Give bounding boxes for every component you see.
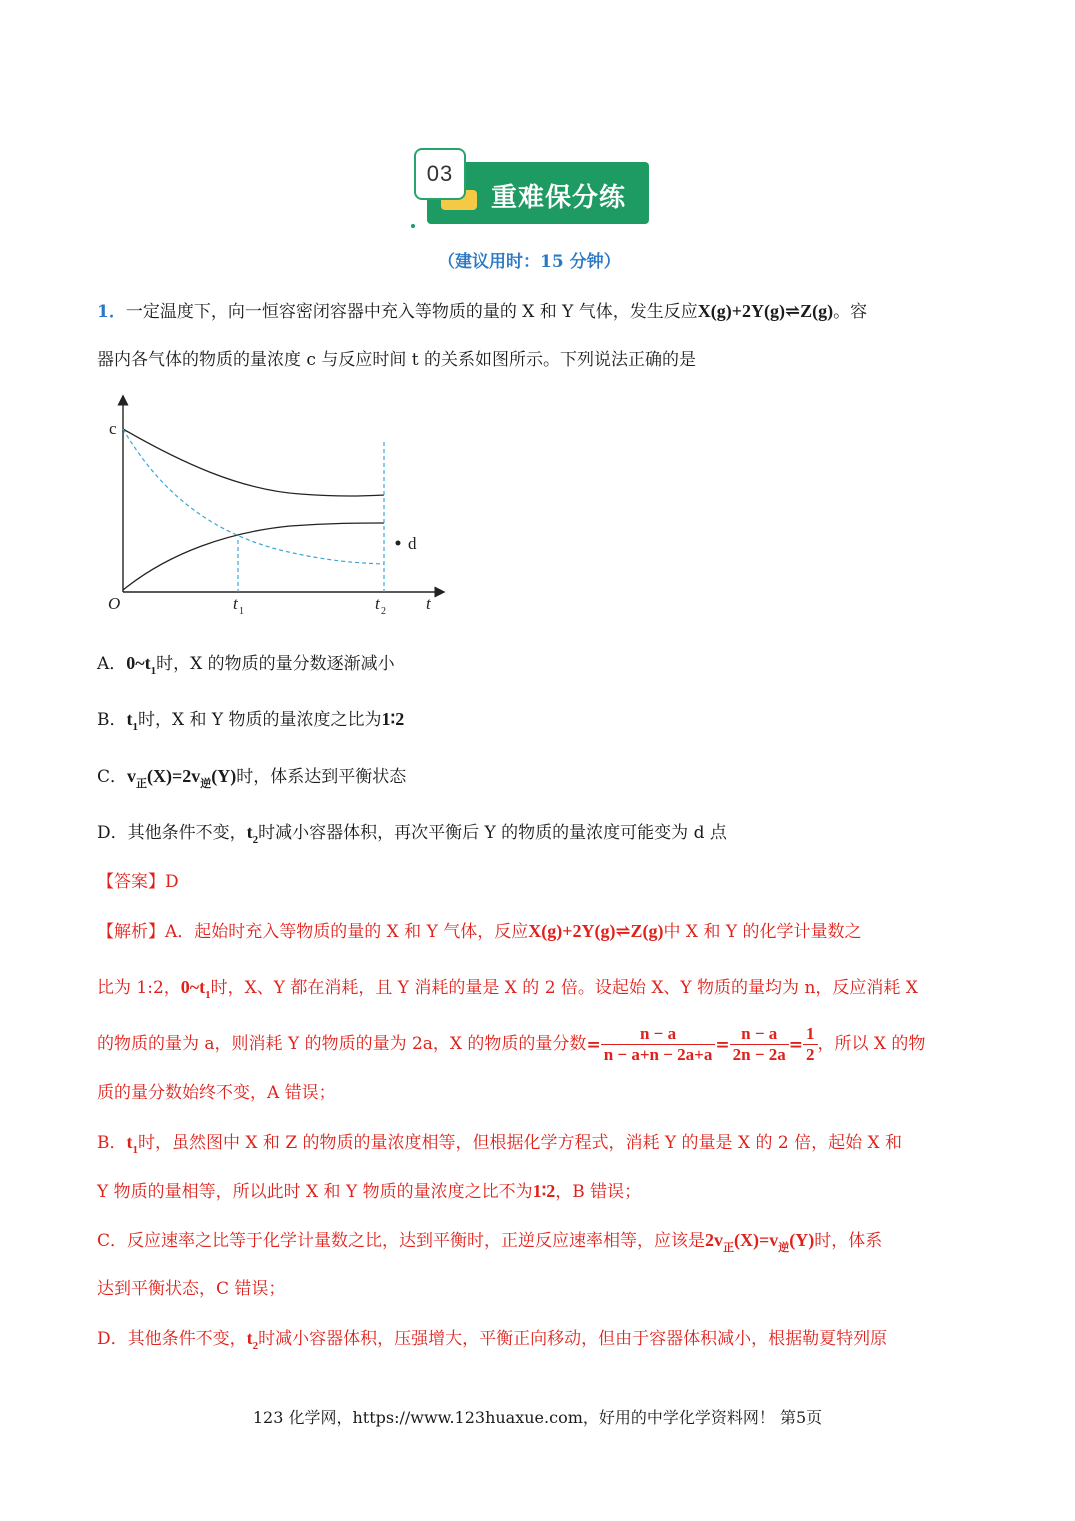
- fraction-3: [803, 1024, 818, 1065]
- option-b-text: 时，X 和 Y 物质的量浓度之比为: [138, 710, 382, 730]
- t1-label: t: [233, 594, 238, 613]
- fraction-2-num: n − a: [730, 1024, 789, 1045]
- analysis-text: ，B 错误；: [555, 1182, 642, 1202]
- analysis-text: A．起始时充入等物质的量的 X 和 Y 气体，反应: [165, 922, 529, 942]
- stem-text: 一定温度下，向一恒容密闭容器中充入等物质的量的 X 和 Y 气体，发生反应: [125, 302, 698, 322]
- solid-curve-upper: [123, 429, 384, 496]
- question-stem-line2: 器内各气体的物质的量浓度 c 与反应时间 t 的关系如图所示。下列说法正确的是: [97, 350, 696, 370]
- analysis-text: 中 X 和 Y 的化学计量数之: [663, 922, 862, 942]
- stem-text-end: 。容: [833, 302, 868, 322]
- x-axis-label: t: [426, 594, 431, 613]
- analysis-d-line1: [97, 1326, 887, 1353]
- section-title: 重难保分练: [491, 183, 627, 213]
- analysis-math: t: [126, 1132, 133, 1152]
- point-d-label: d: [408, 534, 417, 553]
- option-b-ratio: 1∶2: [381, 709, 405, 729]
- analysis-a-line3: 的物质的量为 a，则消耗 Y 的物质的量为 2a，X 的物质的量分数= $\frac{n - a}{n - a+n - 2a+a}$ = $\frac{n - a}{2n - 2a}$ = $\frac{1}{2}$ ，所以 X 的物: [97, 1024, 926, 1064]
- reaction-equation: X(g)+2Y(g)⇌Z(g): [697, 301, 834, 321]
- option-b-letter: B．: [97, 710, 127, 730]
- option-a-math-sub: 1: [150, 665, 157, 677]
- page-footer: 123 化学网，https://www.123huaxue.com，好用的中学化学资料网！ 第5页: [252, 1408, 823, 1427]
- analysis-text: 的物质的量为 a，则消耗 Y 的物质的量为 2a，X 的物质的量分数: [97, 1034, 587, 1054]
- analysis-label: 【解析】: [97, 922, 165, 942]
- analysis-text: Y 物质的量相等，所以此时 X 和 Y 物质的量浓度之比不为: [97, 1182, 533, 1202]
- option-d-math: t: [246, 822, 253, 842]
- option-a: [97, 651, 395, 678]
- concentration-time-graph: [100, 392, 450, 622]
- question-stem-line1: [97, 299, 867, 324]
- analysis-math: 2v: [705, 1230, 724, 1250]
- option-d-letter: D．: [97, 823, 128, 843]
- option-d: [97, 820, 727, 847]
- fraction-2: [730, 1024, 789, 1065]
- analysis-math-sub: 正: [723, 1242, 735, 1254]
- analysis-text: ，所以 X 的物: [817, 1034, 926, 1054]
- fraction-3-num: 1: [803, 1024, 818, 1045]
- analysis-a-line2: [97, 975, 918, 1002]
- analysis-math-sub: 2: [252, 1340, 259, 1352]
- analysis-c-line1: [97, 1228, 882, 1255]
- point-d: [396, 541, 401, 546]
- y-axis-label: c: [109, 419, 117, 438]
- analysis-text: 时，体系: [814, 1231, 883, 1251]
- option-c-m2-sub: 逆: [200, 778, 212, 790]
- analysis-math-sub: 1: [205, 989, 211, 1001]
- time-hint: （建议用时：15 分钟）: [438, 252, 621, 272]
- analysis-a-line1: [97, 919, 861, 944]
- fraction-3-den: 2: [806, 1045, 815, 1064]
- option-a-letter: A．: [97, 654, 127, 674]
- option-b: [97, 707, 404, 734]
- t2-sub: 2: [381, 606, 386, 617]
- option-c: [97, 764, 406, 791]
- analysis-reaction: X(g)+2Y(g)⇌Z(g): [528, 921, 664, 941]
- answer-value: D: [165, 872, 179, 892]
- analysis-text: 时，X、Y 都在消耗，且 Y 消耗的量是 X 的 2 倍。设起始 X、Y 物质的量均为 n，反应消耗 X: [210, 978, 918, 998]
- banner-dot: [411, 224, 415, 228]
- option-c-m1-sub: 正: [136, 778, 148, 790]
- option-c-m3: (Y): [211, 766, 237, 786]
- answer: [97, 870, 179, 894]
- t2-label: t: [375, 594, 380, 613]
- question-number: 1．: [97, 302, 126, 322]
- option-b-math: t: [126, 709, 133, 729]
- answer-label: 【答案】: [97, 872, 165, 892]
- origin-label: O: [108, 594, 121, 613]
- analysis-math: (X)=v: [734, 1230, 779, 1250]
- fraction-1: [601, 1024, 716, 1065]
- fraction-1-den: n − a+n − 2a+a: [603, 1045, 713, 1064]
- analysis-text: D．其他条件不变，: [97, 1329, 247, 1349]
- analysis-text: 时减小容器体积，压强增大，平衡正向移动，但由于容器体积减小，根据勒夏特列原: [258, 1329, 888, 1349]
- fraction-2-den: 2n − 2a: [732, 1045, 786, 1064]
- analysis-math: (Y): [789, 1230, 815, 1250]
- analysis-text: 时，虽然图中 X 和 Z 的物质的量浓度相等，但根据化学方程式，消耗 Y 的量是 X 的 2 倍，起始 X 和: [138, 1133, 903, 1153]
- t1-sub: 1: [239, 606, 244, 617]
- fraction-1-num: n − a: [601, 1024, 716, 1045]
- analysis-text: 比为 1:2，: [97, 978, 181, 998]
- option-a-text: 时，X 的物质的量分数逐渐减小: [156, 654, 395, 674]
- option-d-text: 时减小容器体积，再次平衡后 Y 的物质的量浓度可能变为 d 点: [258, 823, 727, 843]
- analysis-c-line2: 达到平衡状态，C 错误；: [97, 1279, 286, 1299]
- option-d-pre: 其他条件不变，: [127, 823, 247, 843]
- analysis-b-line2: [97, 1179, 641, 1204]
- analysis-b-line1: [97, 1130, 902, 1157]
- analysis-text: B．: [97, 1133, 127, 1153]
- option-c-letter: C．: [97, 767, 128, 787]
- option-c-m2: (X)=2v: [147, 766, 201, 786]
- option-c-m1: v: [127, 766, 137, 786]
- analysis-math-sub: 逆: [778, 1242, 790, 1254]
- section-number: 03: [426, 161, 454, 186]
- option-c-text: 时，体系达到平衡状态: [236, 767, 407, 787]
- section-number-badge: [414, 148, 466, 200]
- option-d-math-sub: 2: [252, 834, 259, 846]
- solid-curve-lower: [123, 523, 384, 590]
- analysis-math: t: [246, 1328, 253, 1348]
- analysis-text: C．反应速率之比等于化学计量数之比，达到平衡时，正逆反应速率相等，应该是: [97, 1231, 706, 1251]
- analysis-ratio: 1∶2: [532, 1181, 556, 1201]
- option-b-math-sub: 1: [132, 721, 138, 733]
- option-a-math: 0~t: [126, 653, 151, 673]
- analysis-a-line4: 质的量分数始终不变，A 错误；: [97, 1083, 336, 1103]
- analysis-math: 0~t: [180, 977, 206, 997]
- analysis-math-sub: 1: [132, 1144, 138, 1156]
